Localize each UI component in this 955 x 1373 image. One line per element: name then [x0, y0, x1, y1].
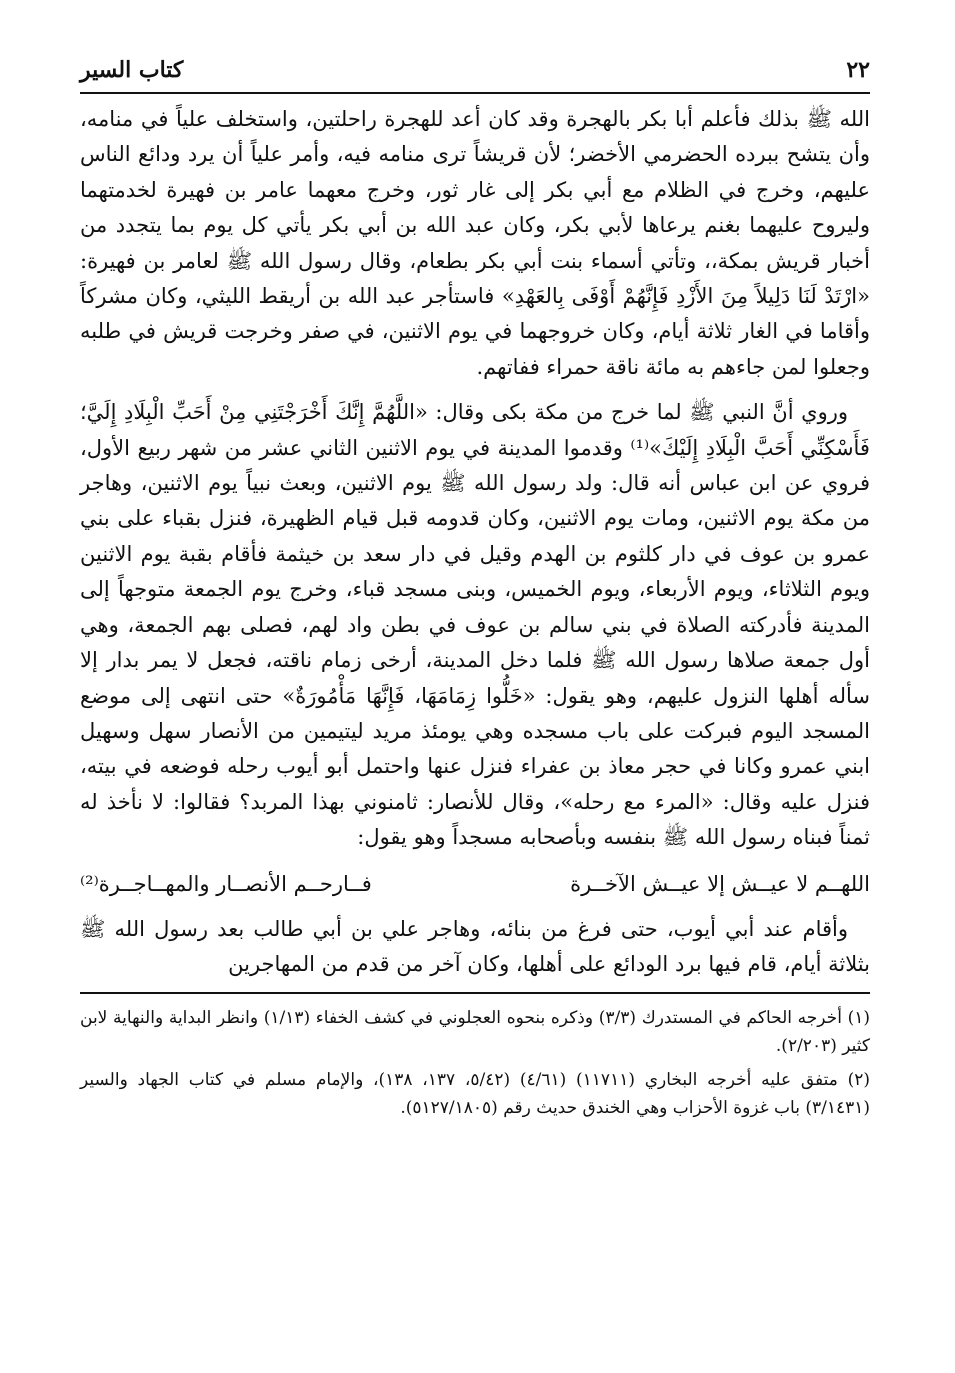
- verse-second-hemistich: فــارحــم الأنصــار والمهــاجــرة⁽²⁾: [80, 871, 372, 896]
- footnote-2: (٢) متفق عليه أخرجه البخاري (١١٧١١) (٤/٦١) (٥/٤٢، ١٣٧، ١٣٨)، والإمام مسلم في كتاب الجهاد والسير (٣/١٤٣١) باب غزوة الأحزاب وهي الخندق حديث رقم (٥١٢٧/١٨٠٥).: [80, 1070, 871, 1119]
- paragraph-3: وأقام عند أبي أيوب، حتى فرغ من بنائه، وهاجر علي بن أبي طالب بعد رسول الله ﷺ بثلاثة أيام، قام فيها برد الودائع على أهلها، وكان آخر من قدم من المهاجرين: [80, 916, 870, 976]
- poem-verse: [80, 866, 870, 902]
- book-page: [80, 48, 870, 1348]
- page-number: ٢٢: [846, 57, 870, 83]
- footnotes: [80, 1004, 870, 1122]
- paragraph-2: وروي أنَّ النبي ﷺ لما خرج من مكة بكى وقال: «اللَّهُمَّ إِنَّكَ أَخْرَجْتَنِي مِنْ أَحَبِّ الْبِلَادِ إِلَيَّ؛ فَأَسْكِنِّي أَحَبَّ الْبِلَادِ إِلَيْكَ»⁽¹⁾ وقدموا المدينة في يوم الاثنين الثاني عشر من شهر ربيع الأول، فروي عن ابن عباس أنه قال: ولد رسول الله ﷺ يوم الاثنين، وبعث نبياً يوم الاثنين، وهاجر من مكة يوم الاثنين، ومات يوم الاثنين، وكان قدومه قبل قيام الظهيرة، فنزل بقباء على بني عمرو بن عوف في دار كلثوم بن الهدم وقيل في دار سعد بن خيثمة فأقام بقبة يوم الاثنين ويوم الثلاثاء، ويوم الأربعاء، ويوم الخميس، وبنى مسجد قباء، وخرج يوم الجمعة متوجهاً إلى المدينة فأدركته الصلاة في بني سالم بن عوف في بطن واد لهم، فصلى بهم الجمعة، وهي أول جمعة صلاها رسول الله ﷺ فلما دخل المدينة، أرخى زمام ناقته، فجعل لا يمر بدار إلا سأله أهلها النزول عليهم، وهو يقول: «خَلُّوا زِمَامَهَا، فَإِنَّهَا مَأْمُورَةٌ» حتى انتهى إلى موضع المسجد اليوم فبركت على باب مسجده وهي يومئذ مريد ليتيمين من الأنصار سهل وسهيل ابني عمرو وكانا في حجر معاذ بن عفراء فنزل عنها واحتمل أبو أيوب رحله فوضعه في بيته، فنزل عليه وقال: «المرء مع رحله»، وقال للأنصار: ثامنوني بهذا المربد؟ فقالوا: لا نأخذ له ثمناً فبناه رسول الله ﷺ بنفسه وبأصحابه مسجداً وهو يقول:: [80, 400, 870, 850]
- paragraph-1: الله ﷺ بذلك فأعلم أبا بكر بالهجرة وقد كان أعد للهجرة راحلتين، واستخلف علياً في منامه، وأن يتشح ببرده الحضرمي الأخضر؛ لأن قريشاً ترى منامه فيه، وأمر علياً أن يرد ودائع الناس عليهم، وخرج في الظلام مع أبي بكر إلى غار ثور، وخرج معهما عامر بن فهيرة لخدمتهما وليروح عليهما بغنم يرعاها لأبي بكر، وكان عبد الله بن أبي بكر يأتي كل يوم بما يتجدد من أخبار قريش بمكة،، وتأتي أسماء بنت أبي بكر بطعام، وقال رسول الله ﷺ لعامر بن فهيرة: «ارْتَدْ لَنَا دَلِيلاً مِنَ الأَزْدِ فَإِنَّهُمْ أَوْفَى بِالعَهْدِ» فاستأجر عبد الله بن أريقط الليثي، وكان مشركاً وأقاما في الغار ثلاثة أيام، وكان خروجهما في يوم الاثنين، في صفر وخرجت قريش في طلبه وجعلوا لمن جاءهم به مائة ناقة حمراء ففاتهم.: [80, 107, 870, 379]
- running-title: كتاب السير: [80, 57, 184, 83]
- verse-first-hemistich: اللهــم لا عيــش إلا عيــش الآخــرة: [570, 871, 870, 896]
- main-text: [80, 102, 870, 982]
- running-header: [80, 48, 870, 94]
- footnote-1: (١) أخرجه الحاكم في المستدرك (٣/٣) وذكره بنحوه العجلوني في كشف الخفاء (١/١٣) وانظر البداية والنهاية لابن كثير (٢/٢٠٣).: [80, 1008, 871, 1057]
- footnote-separator: [80, 992, 870, 994]
